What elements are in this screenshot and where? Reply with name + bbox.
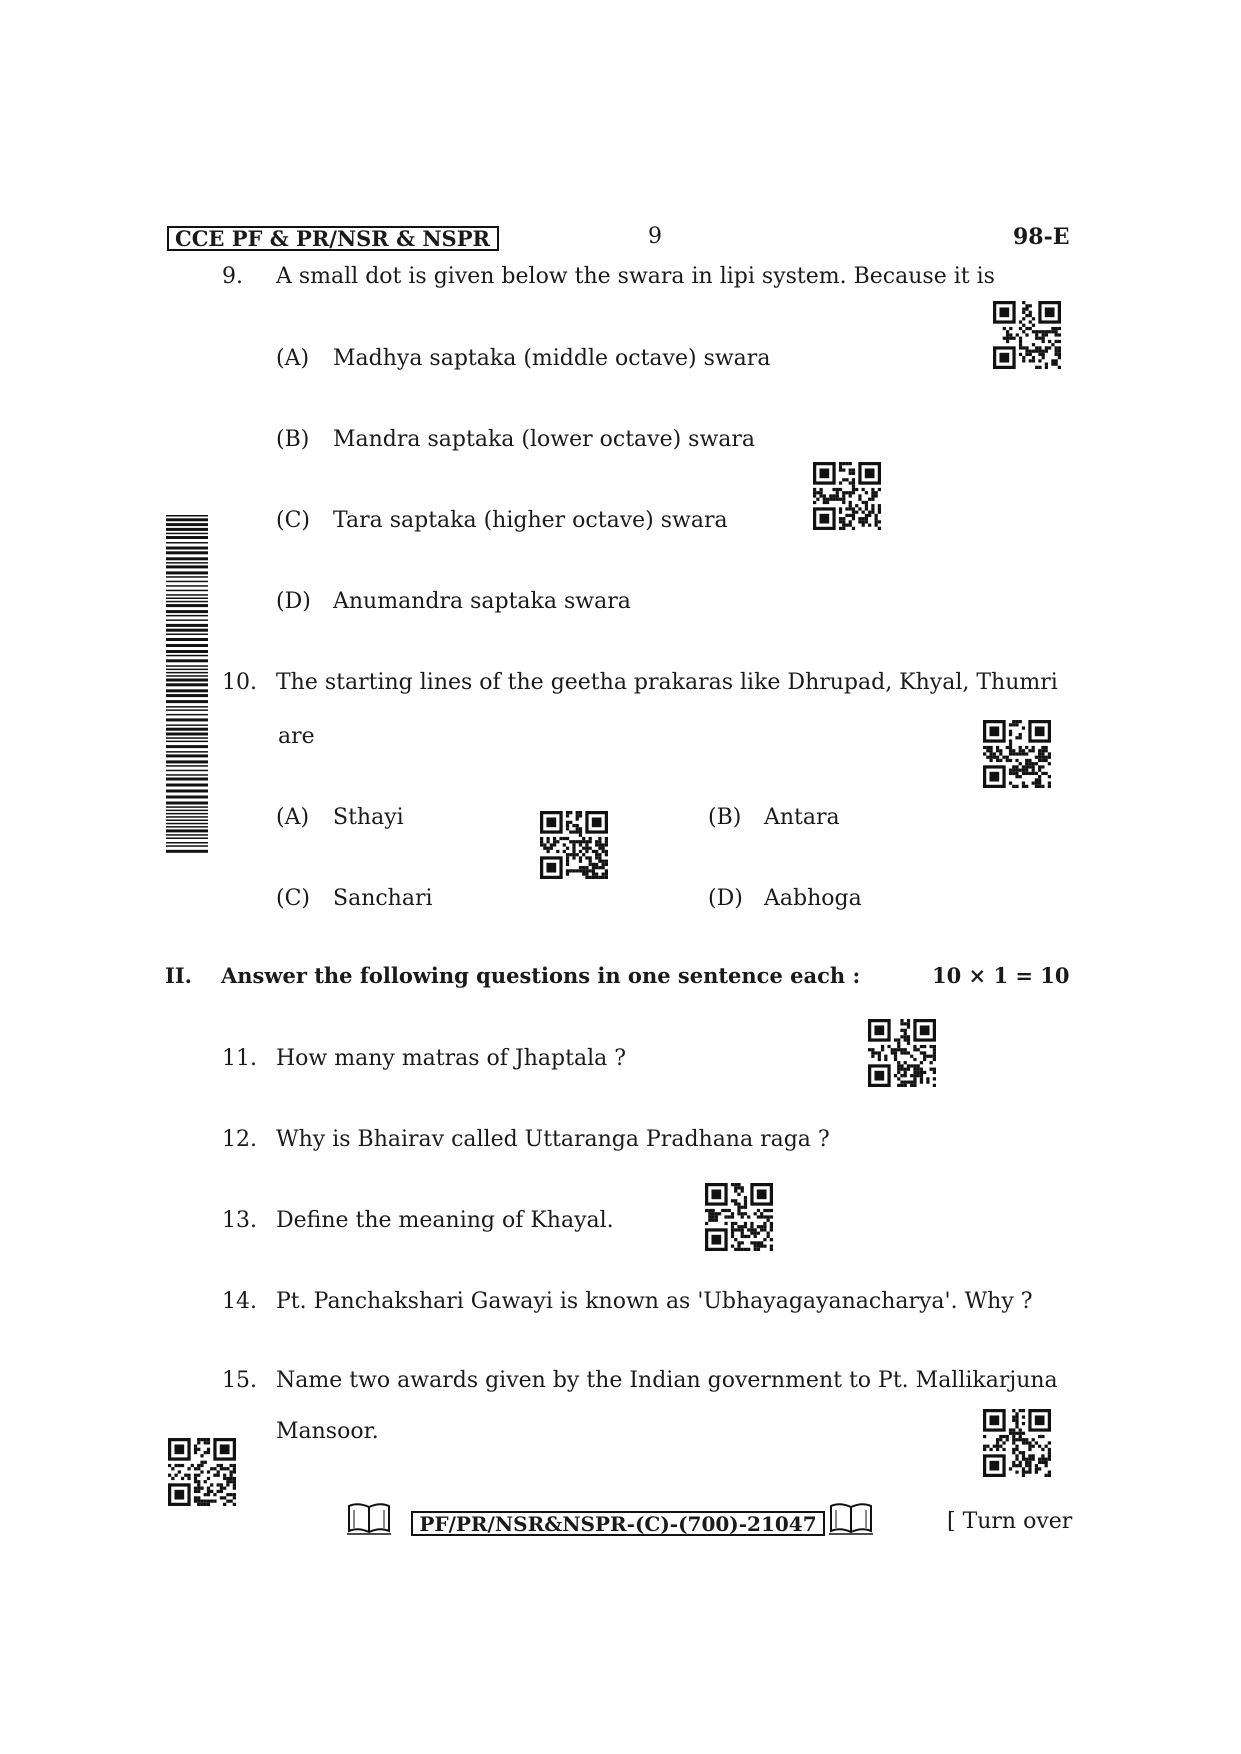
section-marks: 10 × 1 = 10: [932, 963, 1070, 988]
question-number: 12.: [222, 1127, 257, 1152]
qr-code-icon: [983, 1409, 1051, 1477]
footer-code-box: PF/PR/NSR&NSPR-(C)-(700)-21047: [411, 1511, 825, 1536]
question-text: How many matras of Jhaptala ?: [276, 1046, 627, 1071]
question-text-continued: Mansoor.: [276, 1419, 379, 1444]
option-text: Aabhoga: [764, 886, 862, 911]
question-text: Pt. Panchakshari Gawayi is known as 'Ubhayagayanacharya'. Why ?: [276, 1289, 1033, 1314]
qr-code-icon: [983, 720, 1051, 788]
option-text: Antara: [764, 805, 840, 830]
option-text: Sanchari: [333, 886, 433, 911]
option-label: (B): [708, 805, 742, 830]
page-number: 9: [648, 224, 662, 249]
qr-code-icon: [813, 462, 881, 530]
question-number: 13.: [222, 1208, 257, 1233]
qr-code-icon: [705, 1183, 773, 1251]
option-text: Mandra saptaka (lower octave) swara: [333, 427, 756, 452]
option-text: Anumandra saptaka swara: [333, 589, 631, 614]
option-label: (D): [708, 886, 743, 911]
open-book-icon: [346, 1500, 392, 1536]
qr-code-icon: [993, 301, 1061, 369]
option-text: Madhya saptaka (middle octave) swara: [333, 346, 771, 371]
option-label: (A): [276, 346, 310, 371]
section-numeral: II.: [165, 963, 192, 988]
question-number: 10.: [222, 670, 257, 695]
question-text: Define the meaning of Khayal.: [276, 1208, 614, 1233]
question-number: 11.: [222, 1046, 257, 1071]
option-text: Tara saptaka (higher octave) swara: [333, 508, 728, 533]
option-label: (A): [276, 805, 310, 830]
option-label: (D): [276, 589, 311, 614]
option-text: Sthayi: [333, 805, 404, 830]
option-label: (C): [276, 886, 310, 911]
barcode-icon: [166, 515, 208, 855]
question-text-continued: are: [278, 724, 315, 749]
question-text: The starting lines of the geetha prakaras like Dhrupad, Khyal, Thumri: [276, 670, 1058, 695]
question-text: Name two awards given by the Indian government to Pt. Mallikarjuna: [276, 1368, 1058, 1393]
question-number: 9.: [222, 264, 243, 289]
question-text: Why is Bhairav called Uttaranga Pradhana raga ?: [276, 1127, 830, 1152]
qr-code-icon: [540, 811, 608, 879]
question-number: 14.: [222, 1289, 257, 1314]
option-label: (B): [276, 427, 310, 452]
question-text: A small dot is given below the swara in lipi system. Because it is: [276, 264, 995, 289]
option-label: (C): [276, 508, 310, 533]
turn-over-text: [ Turn over: [947, 1509, 1073, 1534]
open-book-icon: [828, 1500, 874, 1536]
paper-code: 98-E: [1013, 224, 1070, 250]
qr-code-icon: [868, 1019, 936, 1087]
section-instruction: Answer the following questions in one sentence each :: [221, 963, 861, 988]
header-code-box: CCE PF & PR/NSR & NSPR: [167, 226, 499, 251]
question-number: 15.: [222, 1368, 257, 1393]
qr-code-icon: [168, 1438, 236, 1506]
